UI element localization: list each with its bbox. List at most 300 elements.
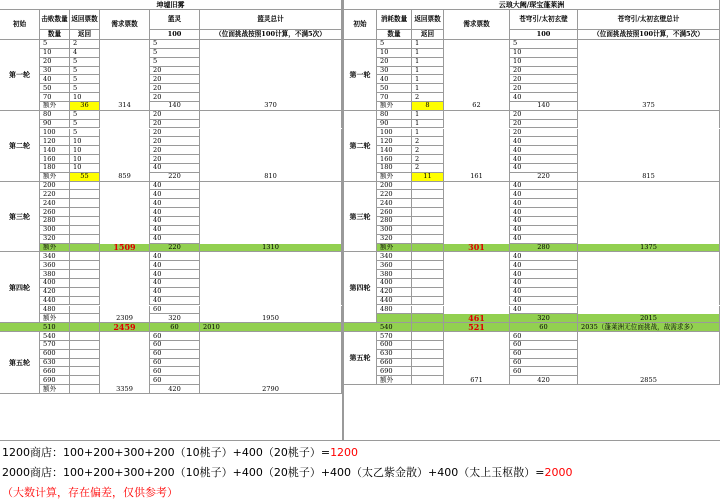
left-extra-resource[interactable]: 60 [150,323,200,332]
right-summary-resource[interactable]: 420 [510,376,578,385]
left-row-qty[interactable]: 260 [40,208,70,217]
right-row-total[interactable] [578,84,720,93]
left-row-needed[interactable] [100,288,150,297]
left-summary-total[interactable]: 2790 [200,385,342,394]
right-row-total[interactable] [578,288,720,297]
right-row-total[interactable] [578,226,720,235]
right-row-resource[interactable]: 40 [510,155,578,164]
left-row-needed[interactable] [100,155,150,164]
right-row-ret[interactable] [412,252,444,261]
right-row-resource[interactable]: 40 [510,199,578,208]
left-row-resource[interactable]: 40 [150,182,200,191]
left-row-qty[interactable]: 570 [40,341,70,350]
right-row-ret[interactable]: 1 [412,111,444,120]
left-row-needed[interactable] [100,359,150,368]
left-row-total[interactable] [200,270,342,279]
right-row-qty[interactable]: 570 [377,332,412,341]
left-row-resource[interactable]: 40 [150,297,200,306]
left-row-needed[interactable] [100,67,150,76]
left-row-total[interactable] [200,40,342,49]
right-row-qty[interactable]: 660 [377,359,412,368]
left-row-total[interactable] [200,367,342,376]
left-summary-label[interactable]: 额外 [40,173,70,182]
right-row-ret[interactable] [412,279,444,288]
right-row-qty[interactable]: 340 [377,252,412,261]
right-row-total[interactable] [578,155,720,164]
right-row-needed[interactable] [444,199,510,208]
right-row-qty[interactable]: 380 [377,270,412,279]
left-row-ret[interactable] [70,306,100,315]
right-summary-needed[interactable]: 671 [444,376,510,385]
left-row-ret[interactable] [70,182,100,191]
left-row-needed[interactable] [100,84,150,93]
left-row-total[interactable] [200,341,342,350]
right-row-needed[interactable] [444,182,510,191]
left-row-resource[interactable]: 40 [150,208,200,217]
right-extra-total[interactable]: 2035（蓬莱洲无位面挑战，故需求多） [578,323,720,332]
left-row-resource[interactable]: 20 [150,111,200,120]
left-summary-resource[interactable]: 140 [150,102,200,111]
left-summary-needed[interactable]: 314 [100,102,150,111]
right-row-resource[interactable]: 40 [510,235,578,244]
right-row-qty[interactable]: 690 [377,367,412,376]
right-row-resource[interactable]: 40 [510,261,578,270]
left-row-total[interactable] [200,58,342,67]
right-summary-ret[interactable]: 8 [412,102,444,111]
left-row-ret[interactable] [70,261,100,270]
left-row-ret[interactable]: 5 [70,58,100,67]
right-row-ret[interactable] [412,350,444,359]
left-row-ret[interactable] [70,190,100,199]
left-row-qty[interactable]: 360 [40,261,70,270]
right-row-qty[interactable]: 480 [377,306,412,315]
right-row-qty[interactable]: 420 [377,288,412,297]
right-row-qty[interactable]: 300 [377,226,412,235]
left-row-total[interactable] [200,306,342,315]
right-summary-ret[interactable] [412,314,444,323]
left-row-total[interactable] [200,297,342,306]
right-row-needed[interactable] [444,129,510,138]
left-row-resource[interactable]: 40 [150,261,200,270]
left-row-resource[interactable]: 20 [150,75,200,84]
right-row-qty[interactable]: 400 [377,279,412,288]
left-row-total[interactable] [200,146,342,155]
left-row-qty[interactable]: 630 [40,359,70,368]
left-row-total[interactable] [200,279,342,288]
right-row-resource[interactable]: 20 [510,67,578,76]
left-row-resource[interactable]: 20 [150,120,200,129]
left-row-ret[interactable] [70,270,100,279]
left-row-qty[interactable]: 320 [40,235,70,244]
right-row-resource[interactable]: 20 [510,111,578,120]
right-row-resource[interactable]: 10 [510,58,578,67]
right-summary-resource[interactable]: 280 [510,244,578,253]
right-row-ret[interactable]: 2 [412,164,444,173]
right-row-total[interactable] [578,93,720,102]
right-row-ret[interactable]: 1 [412,67,444,76]
right-row-resource[interactable]: 20 [510,129,578,138]
right-row-qty[interactable]: 240 [377,199,412,208]
right-row-needed[interactable] [444,58,510,67]
left-row-qty[interactable]: 280 [40,217,70,226]
right-row-qty[interactable]: 180 [377,164,412,173]
left-row-needed[interactable] [100,58,150,67]
left-row-resource[interactable]: 20 [150,129,200,138]
right-row-resource[interactable]: 20 [510,84,578,93]
left-row-needed[interactable] [100,75,150,84]
right-row-needed[interactable] [444,235,510,244]
right-row-resource[interactable]: 40 [510,208,578,217]
left-summary-label[interactable]: 额外 [40,385,70,394]
left-row-needed[interactable] [100,341,150,350]
left-row-qty[interactable]: 70 [40,93,70,102]
right-summary-label[interactable]: 额外 [377,173,412,182]
right-extra-ret[interactable] [412,323,444,332]
left-row-needed[interactable] [100,297,150,306]
left-row-needed[interactable] [100,208,150,217]
left-row-total[interactable] [200,252,342,261]
right-row-ret[interactable] [412,208,444,217]
right-row-qty[interactable]: 320 [377,235,412,244]
right-row-qty[interactable]: 600 [377,341,412,350]
left-row-qty[interactable]: 600 [40,350,70,359]
left-row-ret[interactable] [70,367,100,376]
right-row-resource[interactable]: 10 [510,49,578,58]
left-summary-ret[interactable]: 36 [70,102,100,111]
left-row-ret[interactable]: 5 [70,67,100,76]
right-row-needed[interactable] [444,252,510,261]
left-row-qty[interactable]: 30 [40,67,70,76]
left-row-needed[interactable] [100,367,150,376]
right-row-resource[interactable]: 20 [510,75,578,84]
right-row-ret[interactable] [412,306,444,315]
left-row-qty[interactable]: 10 [40,49,70,58]
right-row-total[interactable] [578,350,720,359]
left-row-qty[interactable]: 540 [40,332,70,341]
left-row-qty[interactable]: 120 [40,137,70,146]
right-row-ret[interactable] [412,341,444,350]
left-row-resource[interactable]: 60 [150,332,200,341]
left-row-qty[interactable]: 300 [40,226,70,235]
right-row-qty[interactable]: 30 [377,67,412,76]
right-row-needed[interactable] [444,40,510,49]
right-row-needed[interactable] [444,137,510,146]
left-summary-total[interactable]: 1310 [200,244,342,253]
left-row-total[interactable] [200,155,342,164]
left-row-resource[interactable]: 5 [150,40,200,49]
left-row-qty[interactable]: 5 [40,40,70,49]
right-row-resource[interactable]: 40 [510,182,578,191]
right-row-total[interactable] [578,332,720,341]
left-row-total[interactable] [200,376,342,385]
right-row-ret[interactable] [412,217,444,226]
left-row-qty[interactable]: 420 [40,288,70,297]
left-summary-ret[interactable]: 55 [70,173,100,182]
left-row-qty[interactable]: 240 [40,199,70,208]
left-summary-ret[interactable] [70,385,100,394]
right-row-resource[interactable]: 5 [510,40,578,49]
left-row-ret[interactable] [70,226,100,235]
left-row-resource[interactable]: 60 [150,367,200,376]
right-row-resource[interactable]: 60 [510,359,578,368]
left-row-total[interactable] [200,111,342,120]
left-extra-ret[interactable] [70,323,100,332]
left-row-qty[interactable]: 140 [40,146,70,155]
right-row-resource[interactable]: 40 [510,226,578,235]
right-row-total[interactable] [578,208,720,217]
left-row-total[interactable] [200,120,342,129]
left-row-total[interactable] [200,208,342,217]
right-summary-ret[interactable] [412,244,444,253]
left-row-needed[interactable] [100,40,150,49]
right-row-total[interactable] [578,111,720,120]
right-row-needed[interactable] [444,350,510,359]
right-row-needed[interactable] [444,297,510,306]
right-row-resource[interactable]: 40 [510,297,578,306]
right-row-qty[interactable]: 90 [377,120,412,129]
left-row-qty[interactable]: 690 [40,376,70,385]
right-row-total[interactable] [578,297,720,306]
right-summary-needed[interactable]: 461 [444,314,510,323]
right-row-qty[interactable]: 80 [377,111,412,120]
right-row-total[interactable] [578,120,720,129]
left-row-resource[interactable]: 5 [150,49,200,58]
left-summary-resource[interactable]: 220 [150,173,200,182]
left-row-qty[interactable]: 200 [40,182,70,191]
left-row-qty[interactable]: 180 [40,164,70,173]
right-row-ret[interactable]: 2 [412,93,444,102]
left-row-ret[interactable] [70,350,100,359]
right-row-total[interactable] [578,190,720,199]
left-row-needed[interactable] [100,235,150,244]
right-row-ret[interactable] [412,199,444,208]
right-summary-ret[interactable]: 11 [412,173,444,182]
left-row-qty[interactable]: 40 [40,75,70,84]
left-row-needed[interactable] [100,350,150,359]
left-row-qty[interactable]: 660 [40,367,70,376]
right-row-ret[interactable] [412,297,444,306]
left-summary-label[interactable]: 额外 [40,314,70,323]
left-row-resource[interactable]: 40 [150,235,200,244]
left-extra-qty[interactable]: 510 [40,323,70,332]
right-row-resource[interactable]: 20 [510,120,578,129]
right-row-qty[interactable]: 360 [377,261,412,270]
right-row-ret[interactable]: 1 [412,40,444,49]
right-row-ret[interactable]: 2 [412,146,444,155]
right-row-total[interactable] [578,137,720,146]
left-row-needed[interactable] [100,217,150,226]
right-row-resource[interactable]: 40 [510,137,578,146]
right-summary-label[interactable]: 额外 [377,376,412,385]
right-row-total[interactable] [578,40,720,49]
left-row-resource[interactable]: 20 [150,84,200,93]
left-row-resource[interactable]: 20 [150,93,200,102]
right-summary-total[interactable]: 2015 [578,314,720,323]
right-row-total[interactable] [578,279,720,288]
right-row-needed[interactable] [444,164,510,173]
left-row-ret[interactable] [70,279,100,288]
right-extra-qty[interactable]: 540 [377,323,412,332]
left-row-needed[interactable] [100,120,150,129]
right-row-total[interactable] [578,270,720,279]
right-row-total[interactable] [578,58,720,67]
left-row-ret[interactable]: 5 [70,84,100,93]
left-summary-total[interactable]: 810 [200,173,342,182]
right-row-needed[interactable] [444,217,510,226]
left-row-ret[interactable]: 10 [70,155,100,164]
left-summary-resource[interactable]: 220 [150,244,200,253]
left-row-ret[interactable]: 5 [70,120,100,129]
right-row-ret[interactable] [412,190,444,199]
left-row-qty[interactable]: 160 [40,155,70,164]
left-row-ret[interactable]: 10 [70,164,100,173]
right-row-resource[interactable]: 40 [510,164,578,173]
right-row-resource[interactable]: 40 [510,217,578,226]
left-row-resource[interactable]: 60 [150,376,200,385]
right-row-total[interactable] [578,359,720,368]
right-row-resource[interactable]: 40 [510,146,578,155]
right-row-resource[interactable]: 60 [510,367,578,376]
left-row-resource[interactable]: 60 [150,359,200,368]
right-row-ret[interactable] [412,235,444,244]
left-row-resource[interactable]: 40 [150,199,200,208]
left-row-ret[interactable] [70,288,100,297]
left-row-resource[interactable]: 40 [150,279,200,288]
right-row-ret[interactable] [412,332,444,341]
right-row-total[interactable] [578,261,720,270]
right-row-qty[interactable]: 630 [377,350,412,359]
right-row-total[interactable] [578,341,720,350]
left-row-resource[interactable]: 60 [150,341,200,350]
right-row-needed[interactable] [444,341,510,350]
left-summary-total[interactable]: 370 [200,102,342,111]
right-row-ret[interactable] [412,270,444,279]
left-row-resource[interactable]: 40 [150,164,200,173]
right-summary-label[interactable]: 额外 [377,102,412,111]
left-row-total[interactable] [200,67,342,76]
left-row-resource[interactable]: 5 [150,58,200,67]
left-row-ret[interactable]: 5 [70,111,100,120]
right-summary-resource[interactable]: 320 [510,314,578,323]
right-summary-resource[interactable]: 140 [510,102,578,111]
right-row-ret[interactable]: 1 [412,129,444,138]
right-row-qty[interactable]: 280 [377,217,412,226]
left-row-ret[interactable] [70,217,100,226]
left-row-total[interactable] [200,84,342,93]
left-summary-label[interactable]: 额外 [40,102,70,111]
left-row-ret[interactable] [70,208,100,217]
left-row-total[interactable] [200,75,342,84]
left-row-needed[interactable] [100,332,150,341]
left-row-qty[interactable]: 480 [40,306,70,315]
right-row-qty[interactable]: 440 [377,297,412,306]
right-row-ret[interactable]: 1 [412,120,444,129]
left-row-resource[interactable]: 20 [150,67,200,76]
left-row-ret[interactable] [70,341,100,350]
right-row-needed[interactable] [444,155,510,164]
left-row-needed[interactable] [100,190,150,199]
right-row-resource[interactable]: 40 [510,93,578,102]
left-row-needed[interactable] [100,182,150,191]
right-row-resource[interactable]: 60 [510,332,578,341]
right-row-total[interactable] [578,199,720,208]
left-row-qty[interactable]: 220 [40,190,70,199]
left-row-total[interactable] [200,182,342,191]
right-row-ret[interactable]: 2 [412,137,444,146]
left-row-total[interactable] [200,350,342,359]
left-row-total[interactable] [200,226,342,235]
right-row-needed[interactable] [444,270,510,279]
left-row-needed[interactable] [100,93,150,102]
left-row-resource[interactable]: 40 [150,252,200,261]
right-row-ret[interactable]: 1 [412,58,444,67]
left-row-total[interactable] [200,199,342,208]
right-row-needed[interactable] [444,67,510,76]
left-row-total[interactable] [200,190,342,199]
right-row-needed[interactable] [444,93,510,102]
left-row-resource[interactable]: 40 [150,226,200,235]
left-summary-label[interactable]: 额外 [40,244,70,253]
right-summary-label[interactable]: 额外 [377,244,412,253]
right-row-ret[interactable]: 1 [412,49,444,58]
left-row-total[interactable] [200,93,342,102]
right-row-total[interactable] [578,67,720,76]
left-row-total[interactable] [200,235,342,244]
left-row-needed[interactable] [100,376,150,385]
left-row-ret[interactable] [70,376,100,385]
left-summary-ret[interactable] [70,314,100,323]
left-row-ret[interactable] [70,297,100,306]
left-row-total[interactable] [200,261,342,270]
left-row-ret[interactable] [70,235,100,244]
left-row-resource[interactable]: 40 [150,288,200,297]
left-row-needed[interactable] [100,129,150,138]
left-row-ret[interactable] [70,332,100,341]
right-row-ret[interactable] [412,261,444,270]
left-row-ret[interactable] [70,199,100,208]
right-row-resource[interactable]: 40 [510,190,578,199]
left-row-qty[interactable]: 100 [40,129,70,138]
left-row-resource[interactable]: 40 [150,270,200,279]
right-row-needed[interactable] [444,146,510,155]
right-row-total[interactable] [578,146,720,155]
right-row-ret[interactable]: 1 [412,75,444,84]
right-row-resource[interactable]: 40 [510,279,578,288]
right-row-ret[interactable] [412,182,444,191]
right-row-ret[interactable] [412,367,444,376]
left-row-ret[interactable]: 10 [70,93,100,102]
right-row-ret[interactable]: 2 [412,155,444,164]
right-row-total[interactable] [578,306,720,315]
right-row-needed[interactable] [444,111,510,120]
right-row-total[interactable] [578,49,720,58]
left-row-qty[interactable]: 400 [40,279,70,288]
right-row-qty[interactable]: 40 [377,75,412,84]
left-row-qty[interactable]: 50 [40,84,70,93]
right-row-qty[interactable]: 10 [377,49,412,58]
left-row-total[interactable] [200,164,342,173]
left-summary-needed[interactable]: 1509 [100,244,150,253]
left-row-qty[interactable]: 20 [40,58,70,67]
left-row-needed[interactable] [100,270,150,279]
left-row-ret[interactable] [70,359,100,368]
right-row-needed[interactable] [444,84,510,93]
right-row-total[interactable] [578,367,720,376]
left-row-needed[interactable] [100,252,150,261]
right-row-needed[interactable] [444,332,510,341]
left-row-needed[interactable] [100,279,150,288]
left-row-ret[interactable]: 2 [70,40,100,49]
